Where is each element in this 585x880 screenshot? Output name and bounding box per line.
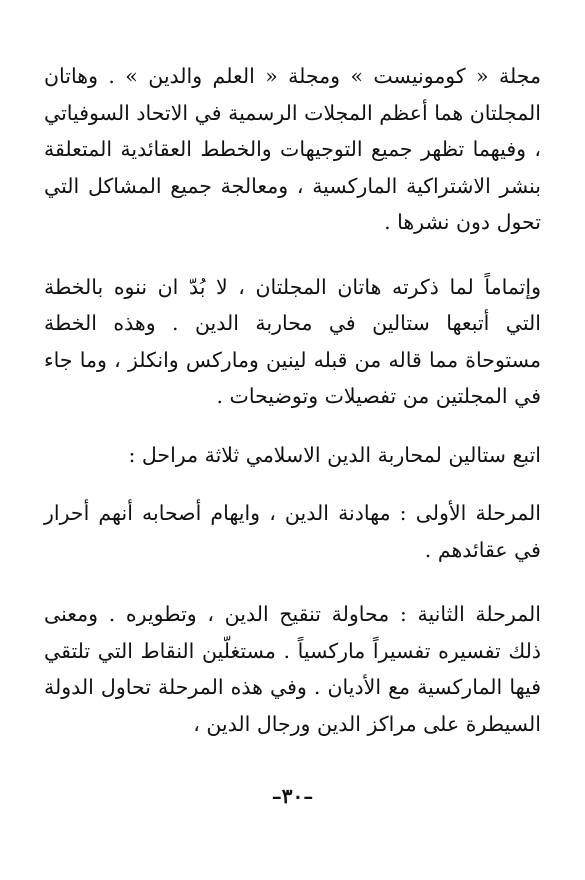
paragraph-stage-two: المرحلة الثانية : محاولة تنقيح الدين ، وتطويره . ومعنى ذلك تفسيره تفسيراً ماركسياً . مستغلّين النقاط التي تلتقي فيها الماركسية مع الأديان . وفي هذه المرحلة تحاول الدولة السيطرة على مراكز الدين ورجال الدين ، [44,602,541,736]
paragraph-three-stages: اتبع ستالين لمحاربة الدين الاسلامي ثلاثة مراحل : [128,442,541,467]
paragraph-stalin-plan: وإتماماً لما ذكرته هاتان المجلتان ، لا بُدّ ان ننوه بالخطة التي أتبعها ستالين في محاربة الدين . وهذه الخطة مستوحاة مما قاله من قبله لينين وماركس وانكلز ، وما جاء في المجلتين من تفصيلات وتوضيحات . [44,274,541,408]
paragraph-magazines: مجلة « كومونيست » ومجلة « العلم والدين » . وهاتان المجلتان هما أعظم المجلات الرسمية في الاتحاد السوفياتي ، وفيهما تظهر جميع التوجيهات والخطط العقائدية المتعلقة بنشر الاشتراكية الماركسية ، ومعالجة جميع المشاكل التي تحول دون نشرها . [44,64,541,234]
page-number: –٣٠– [271,784,314,808]
paragraph-stage-one: المرحلة الأولى : مهادنة الدين ، وايهام أصحابه أنهم أحرار في عقائدهم . [44,501,541,562]
